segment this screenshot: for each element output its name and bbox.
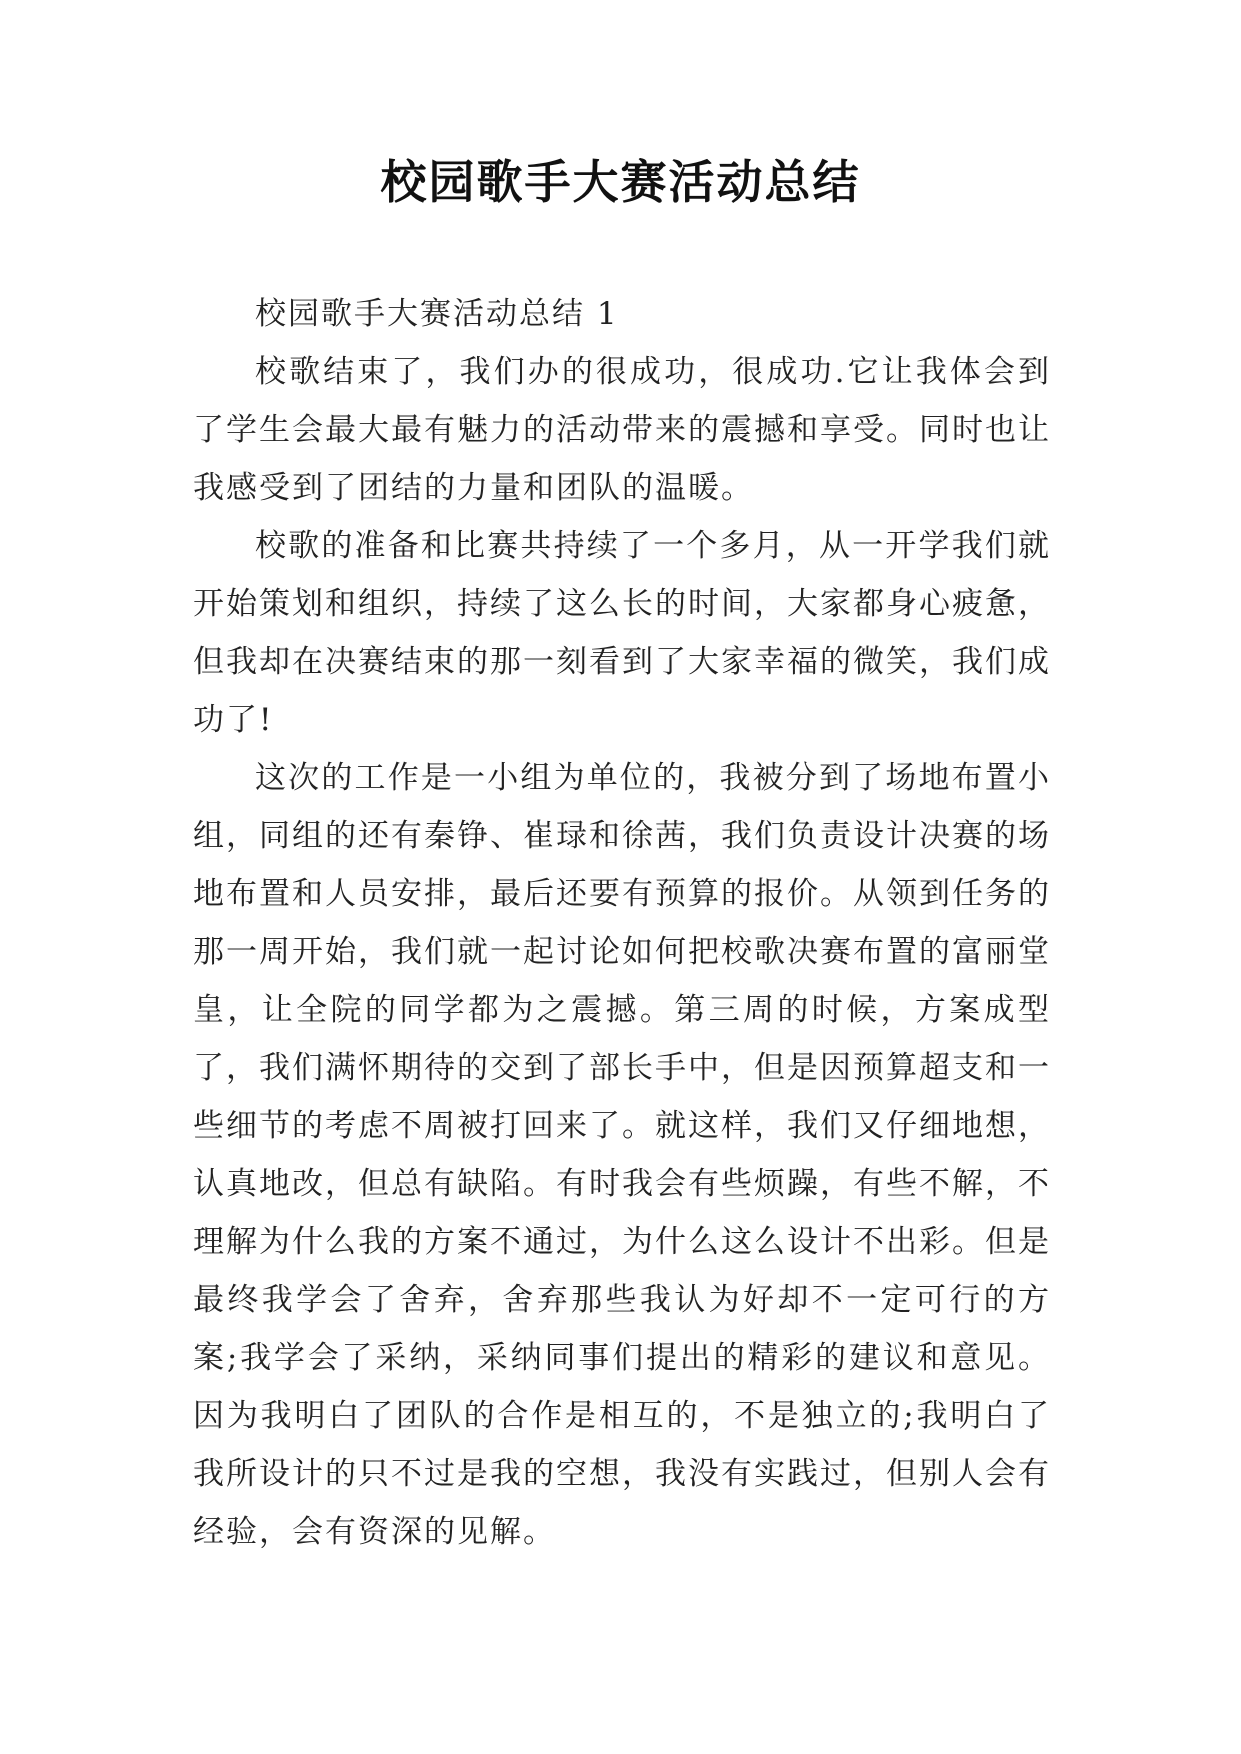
body-paragraph: 校歌结束了，我们办的很成功，很成功.它让我体会到了学生会最大最有魅力的活动带来的震撼和享受。同时也让我感受到了团结的力量和团队的温暖。 [193, 354, 1051, 506]
document-title: 校园歌手大赛活动总结 [380, 155, 861, 209]
section-heading: 校园歌手大赛活动总结 1 [255, 296, 619, 332]
body-paragraph: 校歌的准备和比赛共持续了一个多月，从一开学我们就开始策划和组织，持续了这么长的时间，大家都身心疲惫，但我却在决赛结束的那一刻看到了大家幸福的微笑，我们成功了! [193, 528, 1051, 738]
body-paragraph: 这次的工作是一小组为单位的，我被分到了场地布置小组，同组的还有秦铮、崔琭和徐茜，我们负责设计决赛的场地布置和人员安排，最后还要有预算的报价。从领到任务的那一周开始，我们就一起讨论如何把校歌决赛布置的富丽堂皇，让全院的同学都为之震撼。第三周的时候，方案成型了，我们满怀期待的交到了部长手中，但是因预算超支和一些细节的考虑不周被打回来了。就这样，我们又仔细地想，认真地改，但总有缺陷。有时我会有些烦躁，有些不解，不理解为什么我的方案不通过，为什么这么设计不出彩。但是最终我学会了舍弃，舍弃那些我认为好却不一定可行的方案;我学会了采纳，采纳同事们提出的精彩的建议和意见。因为我明白了团队的合作是相互的，不是独立的;我明白了我所设计的只不过是我的空想，我没有实践过，但别人会有经验，会有资深的见解。 [193, 760, 1051, 1550]
document-body [193, 285, 1051, 1561]
